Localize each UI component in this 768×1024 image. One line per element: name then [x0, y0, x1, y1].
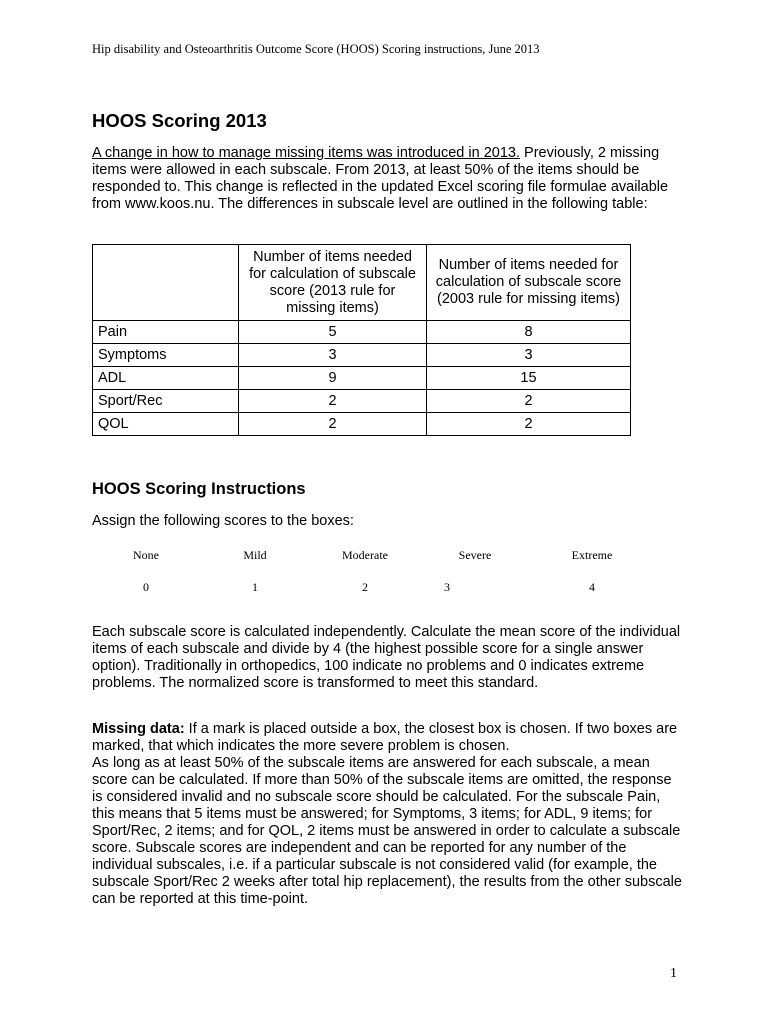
- subscale-name: QOL: [93, 413, 239, 436]
- table-header-2013: Number of items needed for calculation of subscale score (2013 rule for missing items): [239, 245, 427, 321]
- document-title: HOOS Scoring 2013: [92, 110, 267, 131]
- scale-score: 4: [589, 580, 595, 594]
- scale-label: Mild: [243, 548, 267, 562]
- intro-underlined-sentence: A change in how to manage missing items was introduced in 2013.: [92, 145, 520, 161]
- scale-score: 0: [143, 580, 149, 594]
- missing-data-line2: As long as at least 50% of the subscale items are answered for each subscale, a mean score can be calculated. If more than 50% of the subscale items are omitted, the response is considered invalid and no subscale score should be calculated. For the subscale Pain, this means that 5 items must be answered; for Symptoms, 3 items; for ADL, 9 items; for Sport/Rec, 2 items; and for QOL, 2 items must be answered in order to calculate a subscale score. Subscale scores are independent and can be reported for any number of the individual subscales, i.e. if a particular subscale is not considered valid (for example, the subscale Sport/Rec 2 weeks after total hip replacement), the results from the other subscale can be reported at this time-point.: [92, 755, 682, 907]
- subscale-name: Pain: [93, 321, 239, 344]
- missing-data-paragraph: [92, 721, 682, 908]
- value-2013: 9: [239, 367, 427, 390]
- section-title-instructions: HOOS Scoring Instructions: [92, 480, 306, 498]
- table-header-row: [93, 245, 631, 321]
- intro-rest: Previously, 2 missing items were allowed in each subscale. From 2013, at least 50% of the items should be responded to. This change is reflected in the updated Excel scoring file formulae available from www.koos.nu. The differences in subscale level are outlined in the following table:: [92, 145, 669, 212]
- table-row: [93, 344, 631, 367]
- table-header-blank: [93, 245, 239, 321]
- intro-paragraph: [92, 145, 682, 213]
- scale-score: 1: [252, 580, 258, 594]
- scale-score: 3: [444, 580, 450, 594]
- value-2003: 3: [427, 344, 631, 367]
- missing-data-label: Missing data:: [92, 721, 185, 737]
- table-row: [93, 390, 631, 413]
- scale-label: Extreme: [571, 548, 613, 562]
- subscale-name: Sport/Rec: [93, 390, 239, 413]
- table-row: [93, 367, 631, 390]
- scale-label: Severe: [458, 548, 492, 562]
- scale-label: None: [133, 548, 159, 562]
- scale-score: 2: [362, 580, 368, 594]
- value-2013: 3: [239, 344, 427, 367]
- missing-data-line1: If a mark is placed outside a box, the closest box is chosen. If two boxes are marked, that which indicates the more severe problem is chosen.: [92, 721, 678, 754]
- subscale-name: Symptoms: [93, 344, 239, 367]
- page-number: 1: [670, 966, 677, 981]
- value-2003: 2: [427, 390, 631, 413]
- missing-items-table: [92, 244, 631, 436]
- scale-label: Moderate: [342, 548, 388, 562]
- running-header: Hip disability and Osteoarthritis Outcome Score (HOOS) Scoring instructions, June 2013: [92, 42, 540, 56]
- value-2013: 2: [239, 413, 427, 436]
- value-2013: 5: [239, 321, 427, 344]
- table-row: [93, 321, 631, 344]
- calculation-paragraph: Each subscale score is calculated independently. Calculate the mean score of the individual items of each subscale and divide by 4 (the highest possible score for a single answer option). Traditionally in orthopedics, 100 indicate no problems and 0 indicates extreme problems. The normalized score is transformed to meet this standard.: [92, 624, 681, 691]
- value-2003: 2: [427, 413, 631, 436]
- value-2013: 2: [239, 390, 427, 413]
- table-row: [93, 413, 631, 436]
- value-2003: 8: [427, 321, 631, 344]
- value-2003: 15: [427, 367, 631, 390]
- table-header-2003: Number of items needed for calculation of subscale score (2003 rule for missing items): [427, 245, 631, 321]
- subscale-name: ADL: [93, 367, 239, 390]
- assign-scores-text: Assign the following scores to the boxes:: [92, 513, 354, 529]
